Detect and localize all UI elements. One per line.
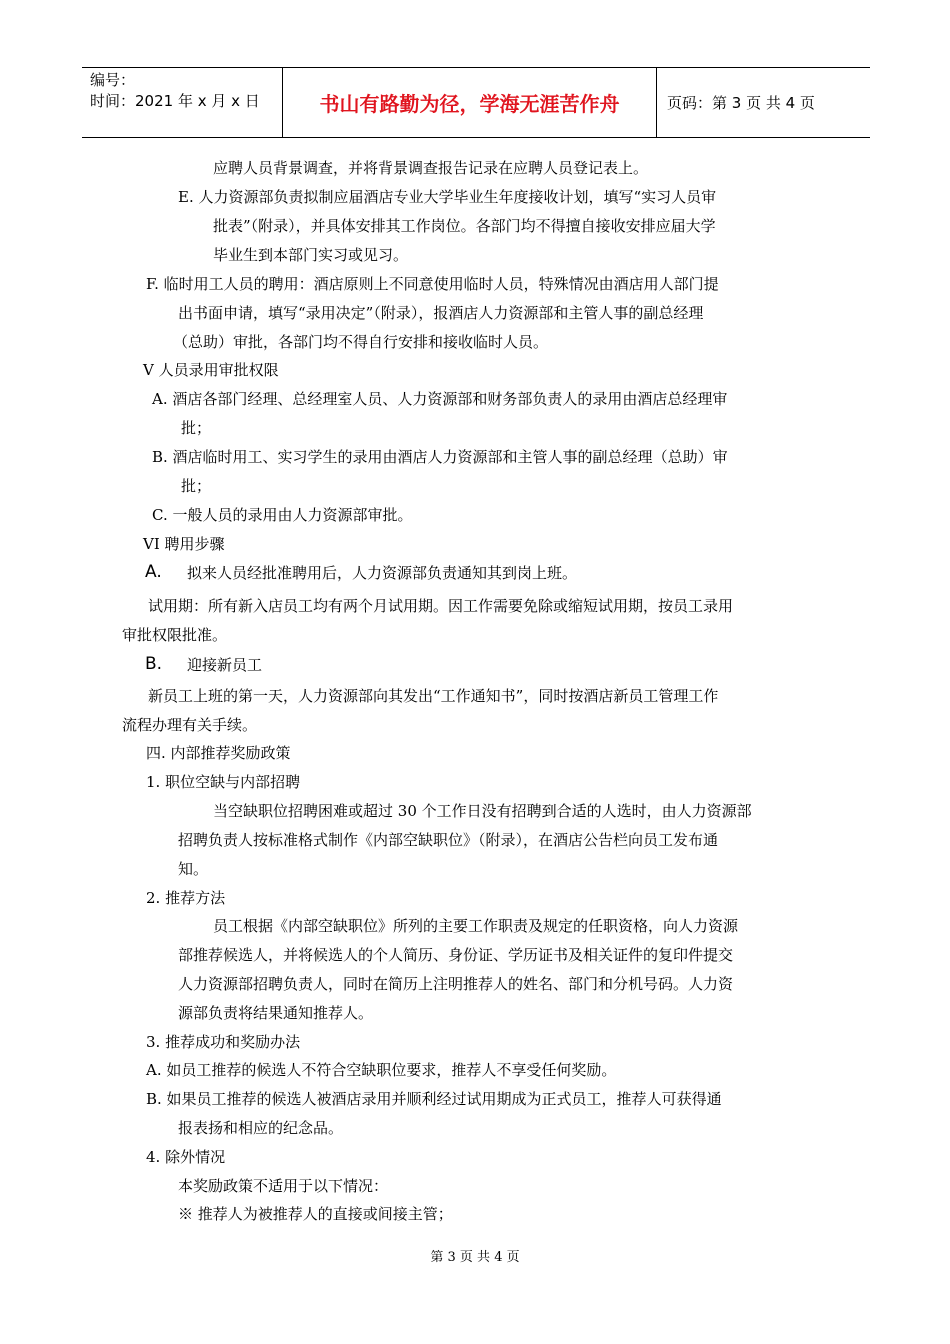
body-line: 知。 [178,860,209,878]
body-line: B. 酒店临时用工、实习学生的录用由酒店人力资源部和主管人事的副总经理（总助）审 [152,448,728,466]
body-line: E. 人力资源部负责拟制应届酒店专业大学毕业生年度接收计划，填写“实习人员审 [178,188,717,206]
section-heading: 四. 内部推荐奖励政策 [146,744,291,762]
body-line: 迎接新员工 [187,656,263,674]
page-header [82,67,870,138]
body-line: ※ 推荐人为被推荐人的直接或间接主管； [178,1205,453,1223]
body-line: 部推荐候选人，并将候选人的个人简历、身份证、学历证书及相关证件的复印件提交 [178,946,734,964]
body-line: 应聘人员背景调查，并将背景调查报告记录在应聘人员登记表上。 [213,159,649,177]
body-line: 招聘负责人按标准格式制作《内部空缺职位》（附录），在酒店公告栏向员工发布通 [178,831,719,849]
header-info-cell [82,68,283,137]
body-line: 当空缺职位招聘困难或超过 30 个工作日没有招聘到合适的人选时，由人力资源部 [213,802,752,820]
body-line: 拟来人员经批准聘用后，人力资源部负责通知其到岗上班。 [187,564,578,582]
body-line: 源部负责将结果通知推荐人。 [178,1004,374,1022]
section-heading: VI 聘用步骤 [143,535,225,553]
number-label: 编号： [90,71,136,89]
header-page-label: 页码：第 3 页 共 4 页 [667,94,815,112]
body-line: 毕业生到本部门实习或见习。 [213,246,409,264]
body-line: 3. 推荐成功和奖励办法 [146,1033,301,1051]
header-motto: 书山有路勤为径，学海无涯苦作舟 [283,68,657,137]
body-line: A. 酒店各部门经理、总经理室人员、人力资源部和财务部负责人的录用由酒店总经理审 [152,390,728,408]
body-line: 2. 推荐方法 [146,889,226,907]
page-footer: 第 3 页 共 4 页 [430,1250,520,1265]
body-line: B. 如果员工推荐的候选人被酒店录用并顺利经过试用期成为正式员工，推荐人可获得通 [146,1090,722,1108]
body-line: 流程办理有关手续。 [122,716,258,734]
body-line: 批； [181,477,212,495]
section-heading: V 人员录用审批权限 [143,361,279,379]
list-marker: B. [145,654,163,674]
body-line: F. 临时用工人员的聘用：酒店原则上不同意使用临时人员，特殊情况由酒店用人部门提 [146,275,719,293]
body-line: 人力资源部招聘负责人，同时在简历上注明推荐人的姓名、部门和分机号码。人力资 [178,975,734,993]
body-line: 4. 除外情况 [146,1148,226,1166]
list-marker: A. [145,562,162,582]
body-line: A. 如员工推荐的候选人不符合空缺职位要求，推荐人不享受任何奖励。 [146,1061,617,1079]
body-line: 批表”（附录），并具体安排其工作岗位。各部门均不得擅自接收安排应届大学 [213,217,716,235]
body-line: 1. 职位空缺与内部招聘 [146,773,301,791]
body-line: 员工根据《内部空缺职位》所列的主要工作职责及规定的任职资格，向人力资源 [213,917,739,935]
body-line: 报表扬和相应的纪念品。 [178,1119,344,1137]
time-label: 时间：2021 年 x 月 x 日 [90,92,260,110]
body-line: 审批权限批准。 [122,626,228,644]
body-line: 批； [181,419,212,437]
body-line: 出书面申请，填写“录用决定”（附录），报酒店人力资源部和主管人事的副总经理 [178,304,704,322]
body-line: C. 一般人员的录用由人力资源部审批。 [152,506,413,524]
body-line: （总助）审批，各部门均不得自行安排和接收临时人员。 [173,333,549,351]
body-line: 本奖励政策不适用于以下情况： [178,1177,389,1195]
body-line: 新员工上班的第一天，人力资源部向其发出“工作通知书”，同时按酒店新员工管理工作 [148,687,719,705]
body-line: 试用期：所有新入店员工均有两个月试用期。因工作需要免除或缩短试用期，按员工录用 [148,597,734,615]
